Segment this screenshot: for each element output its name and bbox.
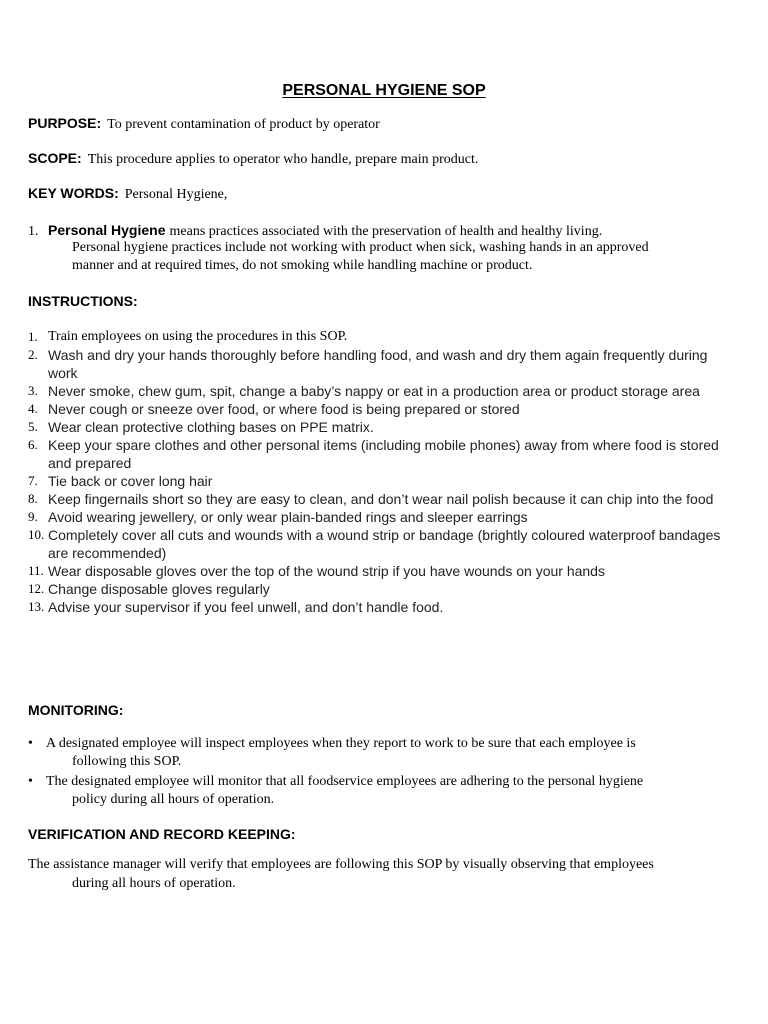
- scope-label: SCOPE:: [28, 150, 82, 166]
- title-text: PERSONAL HYGIENE SOP: [282, 82, 486, 99]
- key-words-line: [28, 185, 227, 203]
- instruction-text: Never smoke, chew gum, spit, change a baby’s nappy or eat in a production area or product storage area: [48, 383, 700, 399]
- instruction-number: 7.: [28, 473, 38, 488]
- key-words-text: Personal Hygiene,: [124, 187, 228, 202]
- instructions-heading: INSTRUCTIONS:: [28, 293, 138, 309]
- definition-term: Personal Hygiene: [48, 222, 166, 238]
- monitoring-line-1: A designated employee will inspect employees when they report to work to be sure that each employee is: [46, 736, 636, 751]
- instruction-number: 13.: [28, 599, 45, 614]
- instruction-number: 5.: [28, 419, 38, 434]
- instruction-text: Keep your spare clothes and other personal items (including mobile phones) away from where food is stored and prepared: [48, 437, 719, 471]
- instruction-text: Completely cover all cuts and wounds with a wound strip or bandage (brightly coloured waterproof bandages are recommended): [48, 527, 721, 561]
- instruction-text: Wash and dry your hands thoroughly before handling food, and wash and dry them again frequently during work: [48, 347, 708, 381]
- definition-text: means practices associated with the preservation of health and healthy living.: [169, 224, 603, 239]
- instruction-item: [28, 418, 728, 436]
- definition-number: 1.: [28, 224, 39, 239]
- instruction-text: Tie back or cover long hair: [48, 473, 213, 489]
- bullet-icon: •: [28, 774, 33, 789]
- monitoring-text: [46, 773, 643, 809]
- scope-line: [28, 150, 478, 168]
- monitoring-line-1: The designated employee will monitor that all foodservice employees are adhering to the personal hygiene: [46, 774, 644, 789]
- instruction-text: Wear disposable gloves over the top of the wound strip if you have wounds on your hands: [48, 563, 605, 579]
- instruction-number: 10.: [28, 527, 45, 542]
- monitoring-text: [46, 735, 636, 771]
- instruction-text: Keep fingernails short so they are easy to clean, and don’t wear nail polish because it can chip into the food: [48, 491, 714, 507]
- scope-text: This procedure applies to operator who handle, prepare main product.: [87, 152, 479, 167]
- monitoring-item: [28, 773, 728, 809]
- instruction-number: 2.: [28, 347, 38, 362]
- purpose-line: [28, 115, 380, 133]
- instruction-item: [28, 562, 728, 580]
- instruction-text: Never cough or sneeze over food, or where food is being prepared or stored: [48, 401, 520, 417]
- instruction-number: 6.: [28, 437, 38, 452]
- instruction-text: Train employees on using the procedures in this SOP.: [48, 329, 348, 344]
- instruction-item: [28, 490, 728, 508]
- monitoring-heading: MONITORING:: [28, 702, 124, 718]
- monitoring-list: [28, 735, 728, 811]
- key-words-label: KEY WORDS:: [28, 185, 119, 201]
- instruction-item: [28, 346, 728, 382]
- instruction-item: [28, 328, 728, 346]
- verification-line-2: during all hours of operation.: [72, 876, 236, 891]
- instruction-item: [28, 472, 728, 490]
- purpose-label: PURPOSE:: [28, 115, 102, 131]
- document-title: [0, 82, 768, 100]
- instruction-item: [28, 598, 728, 616]
- instruction-item: [28, 436, 728, 472]
- instruction-number: 8.: [28, 491, 38, 506]
- instruction-number: 4.: [28, 401, 38, 416]
- instruction-item: [28, 508, 728, 526]
- verification-text: [28, 855, 748, 893]
- definition-line-3: manner and at required times, do not smoking while handling machine or product.: [72, 258, 533, 273]
- instruction-number: 1.: [28, 329, 38, 344]
- instruction-item: [28, 382, 728, 400]
- instruction-text: Wear clean protective clothing bases on PPE matrix.: [48, 419, 374, 435]
- instruction-item: [28, 580, 728, 598]
- purpose-text: To prevent contamination of product by operator: [107, 117, 380, 132]
- definition-block: [28, 221, 748, 275]
- bullet-icon: •: [28, 736, 33, 751]
- definition-line-2: Personal hygiene practices include not working with product when sick, washing hands in an approved: [72, 240, 649, 255]
- instruction-text: Change disposable gloves regularly: [48, 581, 270, 597]
- instructions-list: [28, 328, 728, 616]
- instruction-item: [28, 400, 728, 418]
- monitoring-line-2: policy during all hours of operation.: [72, 792, 275, 807]
- monitoring-item: [28, 735, 728, 771]
- instruction-item: [28, 526, 728, 562]
- monitoring-line-2: following this SOP.: [72, 754, 182, 769]
- instruction-number: 11.: [28, 563, 44, 578]
- instruction-number: 12.: [28, 581, 45, 596]
- instruction-number: 3.: [28, 383, 38, 398]
- instruction-number: 9.: [28, 509, 38, 524]
- verification-heading: VERIFICATION AND RECORD KEEPING:: [28, 826, 296, 842]
- instruction-text: Advise your supervisor if you feel unwell, and don’t handle food.: [48, 599, 444, 615]
- instruction-text: Avoid wearing jewellery, or only wear plain-banded rings and sleeper earrings: [48, 509, 528, 525]
- verification-line-1: The assistance manager will verify that employees are following this SOP by visually observing that employees: [28, 857, 654, 872]
